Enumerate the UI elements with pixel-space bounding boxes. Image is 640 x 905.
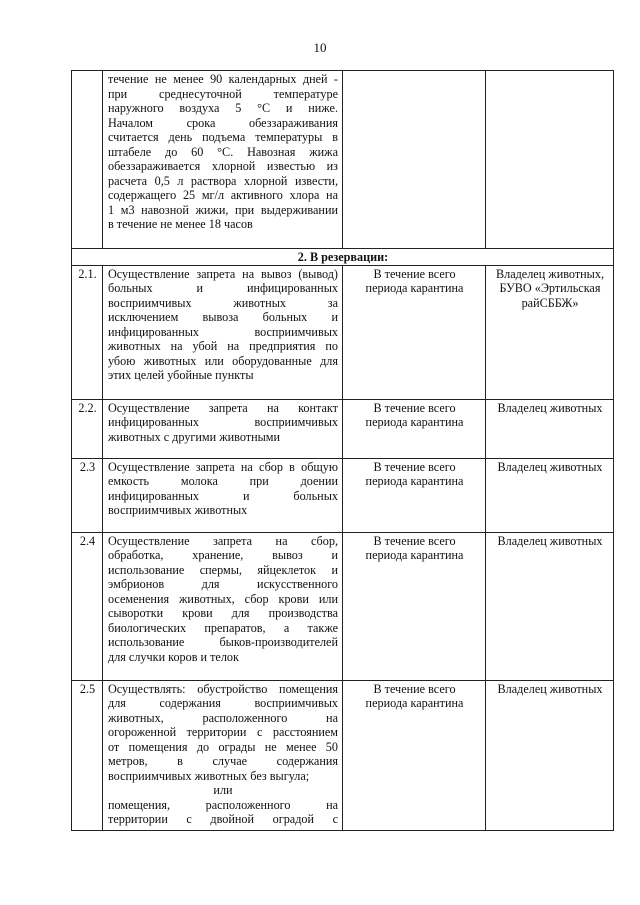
responsible-line: Владелец животных xyxy=(497,400,603,415)
term-line: периода карантина xyxy=(365,474,464,488)
term-cell xyxy=(343,399,486,458)
term-line: периода карантина xyxy=(365,696,464,710)
section-title: 2. В резервации: xyxy=(72,249,614,266)
responsible-cell xyxy=(486,458,614,532)
term-cell xyxy=(343,680,486,830)
responsible-line: Владелец животных xyxy=(497,459,603,474)
term-cell xyxy=(343,532,486,680)
measure-line: Началом срока обеззараживания xyxy=(108,115,338,130)
term-line: В течение всего xyxy=(373,533,456,548)
measure-line: животных на убой на предприятия по xyxy=(108,339,338,353)
measure-cell xyxy=(103,265,343,399)
measure-line: исключением вывоза больных и xyxy=(108,310,338,324)
term-line: периода карантина xyxy=(365,548,464,562)
table-row xyxy=(72,680,614,830)
measure-line: животных с другими животными xyxy=(108,429,281,444)
measure-line: течение не менее 90 календарных дней - xyxy=(108,72,338,86)
responsible-cell xyxy=(486,532,614,680)
measure-line: или xyxy=(213,783,233,797)
term-cell xyxy=(343,265,486,399)
measure-line: обеззараживается хлорной известью из xyxy=(108,159,338,173)
measure-line: для содержания восприимчивых xyxy=(108,696,338,710)
measure-line: убою животных или оборудованные для xyxy=(108,353,338,368)
measure-line: обработка, хранение, вывоз и xyxy=(108,548,338,562)
page-number: 10 xyxy=(313,40,327,55)
row-number-cell xyxy=(72,71,103,249)
measure-line: считается день подъема температуры в xyxy=(108,130,338,144)
measure-line: использование быков-производителей xyxy=(108,635,338,649)
measure-line: сыворотки крови для производства xyxy=(108,606,338,620)
measure-cell xyxy=(103,458,343,532)
measure-line: расчета 0,5 л раствора хлорной извести, xyxy=(108,173,338,188)
measure-line: использование спермы, яйцеклеток и xyxy=(108,562,338,577)
measure-line: восприимчивых животных xyxy=(108,503,248,517)
table-row xyxy=(72,265,614,399)
row-number: 2.5 xyxy=(72,680,103,830)
responsible-cell xyxy=(486,399,614,458)
measure-line: животных, расположенного на xyxy=(108,710,338,725)
measures-table xyxy=(71,70,614,831)
measure-line: огороженной территории с расстоянием xyxy=(108,725,338,739)
measure-line: биологических препаратов, а также xyxy=(108,620,338,635)
measure-line: для случки коров и телок xyxy=(108,649,239,664)
measure-line: емкость молока при доении xyxy=(108,474,338,488)
measure-line: метров, в случае содержания xyxy=(108,754,338,768)
row-number: 2.4 xyxy=(72,532,103,680)
measure-cell xyxy=(103,399,343,458)
responsible-line: Владелец животных xyxy=(497,681,603,696)
term-line: В течение всего xyxy=(373,400,456,415)
row-number: 2.3 xyxy=(72,458,103,532)
responsible-line: райСББЖ» xyxy=(521,295,579,310)
table-row xyxy=(72,532,614,680)
measure-line: инфицированных и больных xyxy=(108,488,338,503)
measure-cell xyxy=(103,680,343,830)
measure-cell xyxy=(103,532,343,680)
measure-line: Осуществление запрета на контакт xyxy=(108,400,338,415)
measure-line: при среднесуточной температуре xyxy=(108,86,338,101)
measure-line: наружного воздуха 5 °С и ниже. xyxy=(108,101,338,115)
responsible-line: Владелец животных, xyxy=(495,266,604,281)
section-row xyxy=(72,249,614,266)
responsible-line: БУВО «Эртильская xyxy=(499,281,601,295)
measure-line: восприимчивых животных без выгула; xyxy=(108,768,310,783)
measure-line: от помещения до ограды не менее 50 xyxy=(108,739,338,754)
term-line: В течение всего xyxy=(373,681,456,696)
measure-line: осеменения животных, сбор крови или xyxy=(108,591,338,606)
term-line: периода карантина xyxy=(365,281,464,295)
term-line: В течение всего xyxy=(373,459,456,474)
term-cell xyxy=(343,458,486,532)
measure-line: в течение не менее 18 часов xyxy=(108,217,253,231)
measure-line: содержащего 25 мг/л активного хлора на xyxy=(108,188,338,202)
table-row-continuation xyxy=(72,71,614,249)
row-number: 2.2. xyxy=(72,399,103,458)
measure-line: больных и инфицированных xyxy=(108,281,338,295)
measure-line: эмбрионов для искусственного xyxy=(108,577,338,591)
term-line: периода карантина xyxy=(365,415,464,429)
measure-line: инфицированных восприимчивых xyxy=(108,415,338,429)
responsible-cell xyxy=(486,265,614,399)
measure-line: Осуществление запрета на вывоз (вывод) xyxy=(108,266,338,281)
term-cell xyxy=(343,71,486,249)
row-number: 2.1. xyxy=(72,265,103,399)
measure-line: Осуществление запрета на сбор в общую xyxy=(108,459,338,474)
table-row xyxy=(72,458,614,532)
responsible-cell xyxy=(486,71,614,249)
measure-line: территории с двойной оградой с xyxy=(108,812,338,826)
measure-line: восприимчивых животных за xyxy=(108,295,338,310)
measure-line: этих целей убойные пункты xyxy=(108,368,254,382)
measure-line: помещения, расположенного на xyxy=(108,797,338,812)
measure-line: инфицированных восприимчивых xyxy=(108,324,338,339)
measure-line: штабеле до 60 °С. Навозная жижа xyxy=(108,144,338,159)
table-row xyxy=(72,399,614,458)
measure-line: Осуществлять: обустройство помещения xyxy=(108,681,338,696)
measure-line: Осуществление запрета на сбор, xyxy=(108,533,338,548)
responsible-cell xyxy=(486,680,614,830)
term-line: В течение всего xyxy=(373,266,456,281)
measure-cell xyxy=(103,71,343,249)
measure-line: 1 м3 навозной жижи, при выдерживании xyxy=(108,202,338,217)
responsible-line: Владелец животных xyxy=(497,533,603,548)
